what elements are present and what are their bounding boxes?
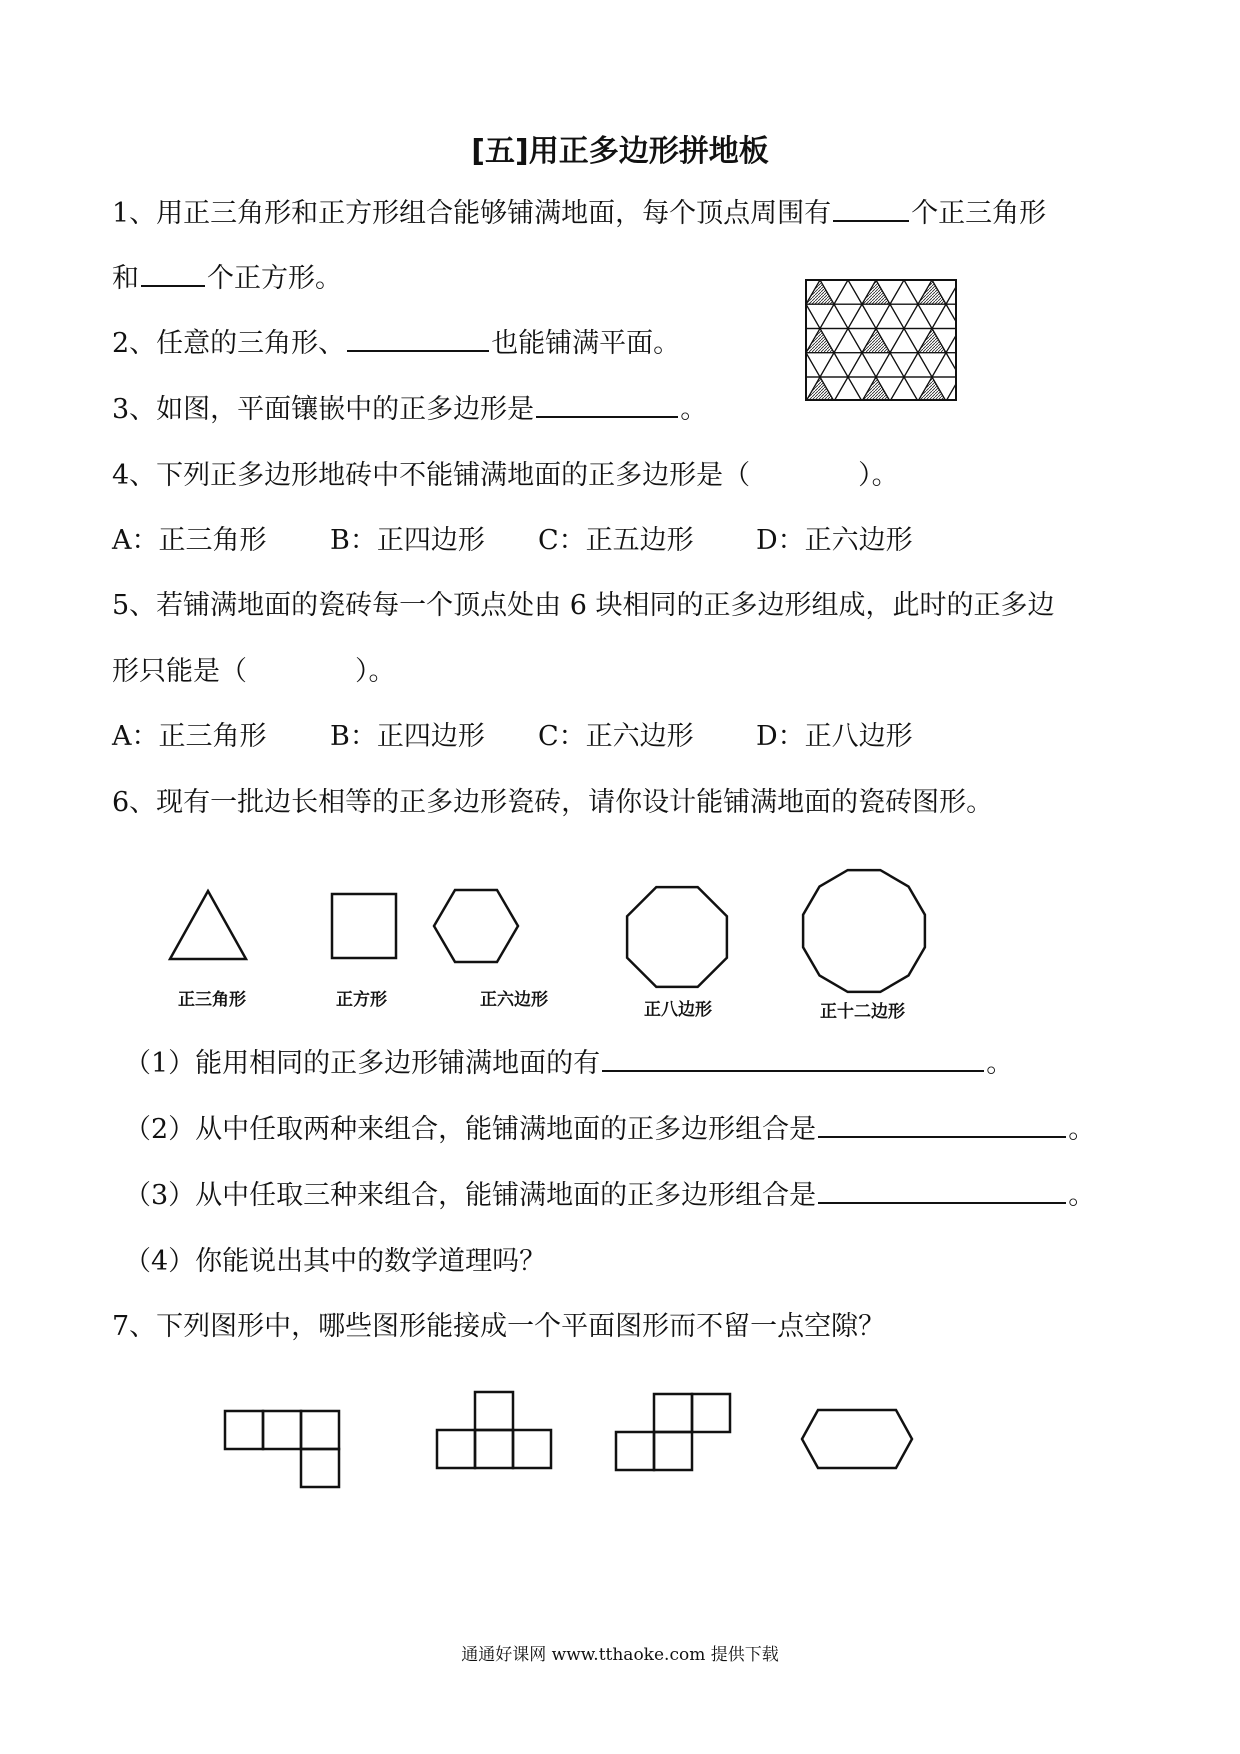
square-shape [332,894,396,958]
tess-triangle [974,353,1002,377]
tess-triangle [988,401,1016,425]
tess-triangle [806,401,834,425]
tess-triangle [946,304,974,328]
tess-triangle [876,401,904,425]
tess-triangle [988,256,1016,280]
tess-triangle [862,329,890,353]
tess-triangle [820,353,848,377]
question-1-line-1 [112,196,1046,232]
tess-triangle [890,426,918,450]
tess-triangle [806,329,834,353]
triangle-shape [170,891,246,959]
q4-option-c[interactable]: C：正五边形 [538,525,694,556]
tess-triangle [848,426,876,450]
question-5-line-2: 形只能是（ ）。 [112,656,396,687]
tess-triangle [932,256,960,280]
answer-blank-6-1[interactable] [602,1069,984,1072]
label-dodecagon: 正十二边形 [820,1002,905,1022]
tess-triangle [778,401,806,425]
tess-triangle [946,377,974,401]
octagon-shape [627,887,727,987]
tess-triangle [988,450,1016,474]
q7-figures [0,1380,1240,1500]
page-title: [五]用正多边形拼地板 [471,134,769,169]
label-square: 正方形 [336,990,387,1010]
tess-triangle [918,304,946,328]
label-triangle: 正三角形 [178,990,246,1010]
tess-triangle [862,377,890,401]
tess-triangle [862,304,890,328]
tess-triangle [918,450,946,474]
tess-triangle [820,256,848,280]
tess-triangle [918,256,946,280]
tess-triangle [806,377,834,401]
tess-triangle [918,377,946,401]
q5-option-b[interactable]: B：正四边形 [330,721,485,752]
question-1-text-a: 1、用正三角形和正方形组合能够铺满地面，每个顶点周围有 [112,198,832,229]
sub-1-period: 。 [986,1048,1014,1079]
tess-triangle [946,401,974,425]
tess-triangle [848,304,876,328]
tess-triangle [848,353,876,377]
question-1-line-2 [112,261,342,297]
tess-triangle [876,426,904,450]
tess-triangle [820,401,848,425]
tess-triangle [876,304,904,328]
tessellation-figure [806,280,956,400]
tess-triangle [890,353,918,377]
tess-triangle [974,426,1002,450]
answer-blank-2[interactable] [347,349,489,352]
tess-triangle [890,401,918,425]
tess-triangle [946,329,974,353]
answer-blank-3[interactable] [536,415,678,418]
tess-triangle [988,304,1016,328]
tess-triangle [876,256,904,280]
tess-triangle [960,450,988,474]
tess-triangle [834,256,862,280]
tess-triangle [974,377,1002,401]
q4-option-d[interactable]: D：正六边形 [756,525,913,556]
tess-triangle [862,426,890,450]
tess-triangle [890,304,918,328]
q4-option-b[interactable]: B：正四边形 [330,525,485,556]
footer-credit: 通通好课网 www.tthaoke.com 提供下载 [461,1645,779,1665]
tess-triangle [918,426,946,450]
tess-triangle [960,329,988,353]
question-3-text-b: 。 [680,394,708,425]
question-2-text-b: 也能铺满平面。 [491,328,681,359]
tess-triangle [778,353,806,377]
tess-triangle [862,256,890,280]
sub-3-period: 。 [1068,1180,1096,1211]
question-6: 6、现有一批边长相等的正多边形瓷砖，请你设计能铺满地面的瓷砖图形。 [112,787,994,818]
label-hexagon: 正六边形 [480,990,548,1010]
tess-triangle [974,450,1002,474]
tess-triangle [918,280,946,304]
tess-triangle [946,426,974,450]
question-4: 4、下列正多边形地砖中不能铺满地面的正多边形是（ ）。 [112,460,899,491]
tess-triangle [848,256,876,280]
tess-triangle [904,256,932,280]
tess-triangle [932,426,960,450]
figure-hexagon [802,1410,912,1468]
tess-triangle [778,256,806,280]
tess-triangle [960,304,988,328]
dodecagon-shape [803,870,925,992]
question-2 [112,326,680,362]
tess-triangle [904,426,932,450]
tess-triangle [820,304,848,328]
tess-triangle [876,353,904,377]
label-octagon: 正八边形 [644,1000,712,1020]
tess-triangle [862,401,890,425]
tess-triangle [988,329,1016,353]
tess-triangle [932,450,960,474]
tess-triangle [862,353,890,377]
tess-triangle [946,353,974,377]
tess-triangle [988,377,1016,401]
figure-s-shape [616,1394,730,1470]
sub-2-period: 。 [1068,1114,1096,1145]
q4-option-a[interactable]: A：正三角形 [112,525,267,556]
tess-triangle [974,256,1002,280]
question-6-sub-4: （4）你能说出其中的数学道理吗？ [124,1246,547,1277]
question-6-sub-1 [124,1046,1013,1082]
answer-blank-1b[interactable] [141,284,205,287]
tess-triangle [792,401,820,425]
tess-triangle [918,353,946,377]
tess-triangle [960,377,988,401]
tess-triangle [778,280,806,304]
polygon-shapes [0,850,1240,1000]
question-6-sub-3 [124,1178,1095,1214]
tess-triangle [778,304,806,328]
tess-triangle [918,329,946,353]
tess-triangle [960,280,988,304]
tess-triangle [918,401,946,425]
answer-blank-6-3[interactable] [818,1201,1066,1204]
tess-triangle [806,280,834,304]
tess-triangle [806,304,834,328]
tess-triangle [778,329,806,353]
tess-triangle [904,304,932,328]
tess-triangle [932,401,960,425]
tess-triangle [946,280,974,304]
tess-triangle [778,377,806,401]
tess-triangle [834,401,862,425]
tess-triangle [974,304,1002,328]
sub-2-text: （2）从中任取两种来组合，能铺满地面的正多边形组合是 [124,1114,817,1145]
question-7: 7、下列图形中，哪些图形能接成一个平面图形而不留一点空隙？ [112,1311,886,1342]
tess-triangle [988,353,1016,377]
question-5-line-1: 5、若铺满地面的瓷砖每一个顶点处由 6 块相同的正多边形组成，此时的正多边 [112,590,1055,621]
sub-1-text: （1）能用相同的正多边形铺满地面的有 [124,1048,601,1079]
tess-triangle [890,280,918,304]
tess-triangle [806,353,834,377]
tess-triangle [960,401,988,425]
tess-triangle [848,401,876,425]
q5-option-d[interactable]: D：正八边形 [756,721,913,752]
question-1-text-c: 和 [112,263,139,294]
tess-triangle [890,256,918,280]
tess-triangle [946,256,974,280]
tess-triangle [988,426,1016,450]
tess-triangle [834,426,862,450]
figure-t-shape [437,1392,551,1468]
tess-triangle [904,401,932,425]
tess-triangle [974,329,1002,353]
tess-triangle [946,450,974,474]
tess-triangle [960,256,988,280]
tess-triangle [834,377,862,401]
q5-option-c[interactable]: C：正六边形 [538,721,694,752]
hexagon-shape [434,890,518,962]
question-3-text-a: 3、如图，平面镶嵌中的正多边形是 [112,394,535,425]
tess-triangle [960,426,988,450]
figure-l-shape [225,1411,339,1487]
tess-triangle [974,401,1002,425]
tess-triangle [904,450,932,474]
tess-triangle [974,280,1002,304]
tess-triangle [904,353,932,377]
answer-blank-6-2[interactable] [818,1135,1066,1138]
q5-option-a[interactable]: A：正三角形 [112,721,267,752]
tess-triangle [778,426,806,450]
question-3 [112,392,707,428]
tess-triangle [890,377,918,401]
sub-3-text: （3）从中任取三种来组合，能铺满地面的正多边形组合是 [124,1180,817,1211]
tess-triangle [834,280,862,304]
question-1-text-d: 个正方形。 [207,263,342,294]
question-1-text-b: 个正三角形 [911,198,1047,229]
answer-blank-1a[interactable] [833,219,909,222]
tess-triangle [862,280,890,304]
tess-triangle [890,329,918,353]
tess-triangle [806,426,834,450]
tess-triangle [834,329,862,353]
tess-triangle [988,280,1016,304]
tess-triangle [820,426,848,450]
question-2-text-a: 2、任意的三角形、 [112,328,346,359]
tess-triangle [792,256,820,280]
tess-triangle [834,304,862,328]
tess-triangle [792,426,820,450]
question-6-sub-2 [124,1112,1095,1148]
tess-triangle [960,353,988,377]
tess-triangle [834,353,862,377]
tess-triangle [806,256,834,280]
